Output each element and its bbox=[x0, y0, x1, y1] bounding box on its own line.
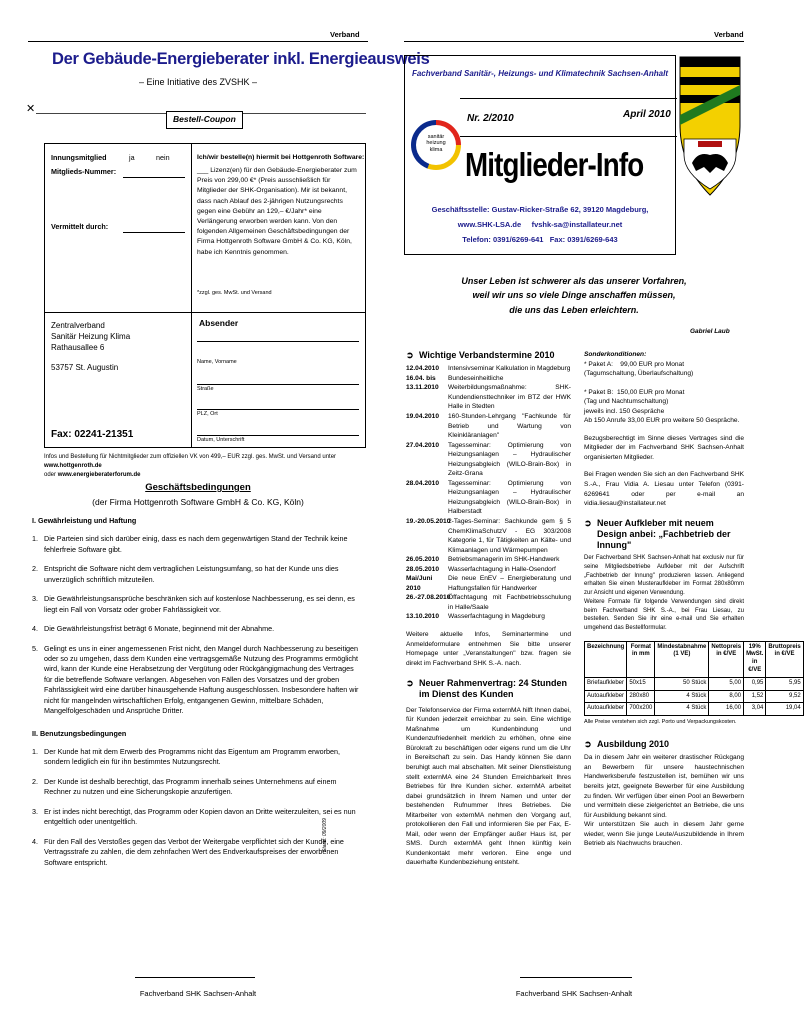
table-header: Nettopreis in €/VE bbox=[709, 641, 744, 677]
masthead bbox=[404, 55, 676, 255]
address-line: 53757 St. Augustin bbox=[51, 362, 119, 372]
member-label: Innungsmitglied bbox=[51, 153, 107, 162]
sec2-item-text: Er ist indes nicht berechtigt, das Programm oder Kopien davon an Dritte weiterzuleiten, sei es nun entgeltlich oder unentgeltlich. bbox=[44, 806, 356, 827]
event-row bbox=[406, 574, 571, 593]
coat-of-arms-icon bbox=[678, 55, 742, 197]
logo-text: heizung bbox=[426, 140, 446, 147]
event-row bbox=[406, 593, 571, 612]
table-cell: 19,04 bbox=[766, 703, 803, 716]
sec1-item: 1. Die Parteien sind sich darüber einig, dass es nach dem gegenwärtigen Stand der Technik keine fehlerfreie Software gibt. bbox=[32, 534, 364, 555]
event-date: 28.05.2010 bbox=[406, 565, 440, 573]
arrow-icon: ➲ bbox=[584, 739, 592, 750]
agb-body bbox=[32, 516, 364, 877]
coupon-label-text: Bestell-Coupon bbox=[173, 114, 236, 124]
sec2-item-text: Für den Fall des Verstoßes gegen das Verbot der Weitergabe verpflichtet sich der Kunde, eine Vertragsstrafe zu zahlen, die dem zehnfachen Wert des Endverkaufspreises der erworbenen Software entspricht. bbox=[44, 836, 344, 867]
event-date: 19.04.2010 bbox=[406, 412, 440, 420]
sec1-item: 3. Die Gewährleistungsansprüche beschränken sich auf kostenlose Nachbesserung, es sei denn, es liegt ein Fall von Vorsatz oder grober Fahrlässigkeit vor. bbox=[32, 594, 364, 615]
logo-text: klima bbox=[429, 146, 443, 153]
issue-number: Nr. 2/2010 bbox=[467, 113, 514, 124]
event-row bbox=[406, 441, 571, 479]
event-text: Bundeseinheitliche Weiterbildungsmaßnahme: SHK-Kundendiensttechniker im BTZ der HWK Halle in Stedten bbox=[448, 374, 571, 411]
event-row bbox=[406, 565, 571, 575]
sec1-item: 2. Entspricht die Software nicht dem vertraglichen Leistungsumfang, so hat der Kunde uns dies unverzüglich schriftlich mitzuteilen. bbox=[32, 564, 364, 585]
date-label: Datum, Unterschrift bbox=[197, 437, 245, 443]
address-line: Sanitär Heizung Klima bbox=[51, 332, 131, 342]
event-row bbox=[406, 364, 571, 374]
table-cell: Briefaufkleber bbox=[585, 677, 627, 690]
quote-author: Gabriel Laub bbox=[690, 328, 730, 335]
sec1-item-text: Die Parteien sind sich darüber einig, dass es nach dem gegenwärtigen Stand der Technik keine fehlerfreie Software gibt. bbox=[44, 534, 348, 554]
table-note: Alle Preise verstehen sich zzgl. Porto und Verpackungskosten. bbox=[584, 719, 737, 726]
table-cell: 50x15 bbox=[627, 677, 655, 690]
arrow-icon: ➲ bbox=[406, 350, 414, 360]
right-col-2 bbox=[584, 350, 801, 849]
event-text: 2-Tages-Seminar: Sachkunde gem § 5 ChemKlimaSchutzV - EG 303/2008 Kategorie 1, für Tätigkeiten an Kälte- und Klimaanlagen und Wärmepumpen bbox=[448, 518, 571, 554]
office-line: Geschäftsstelle: Gustav-Ricker-Straße 62, 39120 Magdeburg, bbox=[431, 205, 649, 214]
address-line bbox=[51, 354, 130, 362]
fax-number: Fax: 02241-21351 bbox=[51, 429, 134, 440]
form-divider bbox=[191, 144, 192, 448]
ausbildung-title-text: Ausbildung 2010 bbox=[597, 739, 670, 750]
table-cell: 8,00 bbox=[709, 690, 744, 703]
arrow-icon: ➲ bbox=[584, 517, 592, 528]
table-cell: 50 Stück bbox=[655, 677, 709, 690]
magazine-title: Mitglieder-Info bbox=[465, 146, 644, 183]
web-line[interactable]: www.SHK-LSA.de fvshk-sa@installateur.net bbox=[457, 220, 623, 229]
event-text: Die neue EnEV – Energieberatung und Haftungsfallen für Handwerker bbox=[448, 575, 571, 592]
event-text: Tagesseminar: Optimierung von Heizungsanlagen – Hydraulischer Heizungsabgleich (WILO-Brain-Box) in Zeitz-Grana bbox=[448, 441, 571, 478]
quote-line: weil wir uns so viele Dinge anschaffen müssen, bbox=[472, 290, 676, 301]
ausbildung-title bbox=[584, 739, 744, 750]
event-row bbox=[406, 479, 571, 517]
masthead-rule-2 bbox=[460, 136, 677, 137]
sec2-item-text: Der Kunde hat mit dem Erwerb des Programms nicht das Eigentum am Programm erworben, sondern lediglich ein für ihn bestimmtes Nutzungsrecht. bbox=[44, 747, 341, 767]
info-note-text: Infos und Bestellung für Nichtmitglieder zum offiziellen VK von 499,– EUR zzgl. ges. MwSt. und Versand unter bbox=[44, 454, 337, 460]
aufkleber-text-2: Weitere Formate für folgende Verwendungen sind direkt beim Fachverband SHK S.-A., bei Frau Liesau, zu bestellen. Senden Sie ihr eine e-mail und Sie erhalten umgehend das Bestellformular. bbox=[584, 598, 744, 631]
sec2-item: 1. Der Kunde hat mit dem Erwerb des Programms nicht das Eigentum am Programm erworben, sondern lediglich ein für ihn bestimmtes Nutzungsrecht. bbox=[32, 747, 364, 768]
table-row bbox=[585, 690, 804, 703]
sonder-line: (Tagumschaltung, Überlaufschaltung) bbox=[584, 370, 694, 378]
event-text: Wasserfachtagung in Magdeburg bbox=[448, 613, 545, 621]
left-footer-rule bbox=[135, 977, 255, 978]
table-header: Bezeichnung bbox=[585, 641, 627, 677]
sec1-item-text: Entspricht die Software nicht dem vertraglichen Leistungsumfang, so hat der Kunde uns dies unverzüglich schriftlich mitzuteilen. bbox=[44, 564, 339, 584]
shk-logo-inner bbox=[416, 125, 456, 165]
event-date: 12.04.2010 bbox=[406, 365, 440, 373]
side-note: Stand: 09/2009 bbox=[322, 818, 328, 852]
sec1-title: I. Gewährleistung und Haftung bbox=[32, 516, 137, 525]
sonder-line: * Paket A: 99,00 EUR pro Monat bbox=[584, 360, 685, 368]
sec1-item-text: Gelingt es uns in einer angemessenen Frist nicht, den Mangel durch Nachbesserung zu beseitigen oder so zu umgehen, dass dem Kunden eine vertragsgemäße Nutzung des Programms ermöglicht wird, kann der Kunde eine Herabsetzung der Vergütung oder Rückgängigmachung des Vertrages für die betreffende Software verlangen. Abgesehen von Fällen des Vorsatzes und der groben Fahrlässigkeit wird eine darüber hinausgehende Haftung ausgeschlossen. Insbesondere haften wir nicht für mangelnden wirtschaftlichen Erfolg, entgangenen Gewinn, mittelbare Schäden, Mangelfolgeschäden und Ansprüche Dritter. bbox=[44, 643, 359, 716]
sender-underline bbox=[197, 341, 359, 342]
dates-title-text: Wichtige Verbandstermine 2010 bbox=[419, 350, 555, 360]
sec1-item-text: Die Gewährleistungsansprüche beschränken sich auf kostenlose Nachbesserung, es sei denn, es liegt ein Fall von Vorsatz oder grober Fahrlässigkeit vor. bbox=[44, 594, 355, 614]
sec1-item: 4. Die Gewährleistungsfrist beträgt 6 Monate, beginnend mit der Abnahme. bbox=[32, 624, 275, 634]
rahmen-text: Der Telefonservice der Firma externMA hilft Ihnen dabei, für Kunden jederzeit erreichbar zu sein. Eine wichtige Maßnahme um Kundenbindung und Kundenzufriedenheit merklich zu erhöhen, ohne eine Bürokraft zu beschäftigen oder eigens rund um die Uhr in Bereitschaft zu sein. Das Handy können Sie dann beruhigt auch mal abschalten. Mit seiner Dienstleistung stellt externMA eine 24 Stunden Erreichbarkeit Ihres Betriebes für Ihre Kunden sicher. externMA arbeitet dabei grundsätzlich in Ihrem Namen und unter der bestehenden Rufnummer Ihres Betriebes. Die Mitarbeiter von externMA nehmen den Vorgang auf, protokollieren den Fall und informieren Sie per Fax, E-Mail, oder wenn der Empfänger außer Haus ist, per SMS. Durch externMA geht Ihnen künftig kein Kundenkontakt mehr verloren. Eine enge und dauerhafte Kundenbeziehung entsteht. bbox=[406, 706, 571, 867]
event-date: 26.05.2010 bbox=[406, 556, 440, 564]
table-header-row bbox=[585, 641, 804, 677]
masthead-rule-1 bbox=[460, 98, 677, 99]
quote-line: die uns das Leben erleichtern. bbox=[509, 304, 639, 315]
sec2-item-text: Der Kunde ist deshalb berechtigt, das Programm innerhalb seines Unternehmens auf einem Rechner zu nutzen und eine Sicherungskopie anzufertigen. bbox=[44, 776, 337, 797]
sonder-line bbox=[584, 379, 744, 388]
sender-label: Absender bbox=[199, 318, 239, 328]
agb-title: Geschäftsbedingungen bbox=[145, 482, 251, 493]
city-label: PLZ, Ort bbox=[197, 411, 218, 417]
left-footer: Fachverband SHK Sachsen-Anhalt bbox=[139, 989, 257, 998]
events-note: Weitere aktuelle Infos, Seminartermine und Anmeldeformulare entnehmen Sie bitte unserer Homepage unter „Veranstaltungen" bzw. fragen sie direkt im Fachverband SHK S.-A. nach. bbox=[406, 631, 571, 667]
sec1-item-text: Die Gewährleistungsfrist beträgt 6 Monate, beginnend mit der Abnahme. bbox=[44, 624, 275, 634]
shk-logo bbox=[411, 120, 461, 170]
event-date: 27.04.2010 bbox=[406, 441, 440, 449]
address-line: Zentralverband bbox=[51, 321, 105, 330]
events-list bbox=[406, 364, 571, 622]
quote-line: Unser Leben ist schwerer als das unserer Vorfahren, bbox=[461, 276, 687, 286]
sonder-line: * Paket B: 150,00 EUR pro Monat bbox=[584, 388, 685, 396]
event-row bbox=[406, 517, 571, 555]
event-row bbox=[406, 555, 571, 565]
name-label: Name, Vorname bbox=[197, 359, 237, 365]
table-header: Mindestabnahme (1 VE) bbox=[655, 641, 709, 677]
right-col-1 bbox=[406, 350, 571, 868]
mediator-label: Vermittelt durch: bbox=[51, 222, 109, 231]
table-cell: Autoaufkleber bbox=[585, 690, 627, 703]
left-header: Verband bbox=[330, 30, 360, 39]
event-date: Mai/Juni 2010 bbox=[406, 575, 433, 592]
info-note-text-2: oder bbox=[44, 472, 58, 478]
energieberaterforum-link[interactable]: www.energieberaterforum.de bbox=[57, 472, 141, 478]
table-cell: 3,04 bbox=[744, 703, 766, 716]
member-no-field[interactable] bbox=[123, 177, 185, 178]
rahmen-title-text: Neuer Rahmenvertrag: 24 Stunden im Dienst des Kunden bbox=[419, 678, 568, 700]
hottgenroth-link[interactable]: www.hottgenroth.de bbox=[44, 463, 102, 469]
left-header-rule bbox=[28, 41, 368, 42]
rahmen-title bbox=[406, 678, 571, 701]
street-line[interactable] bbox=[197, 384, 359, 385]
issue-date: April 2010 bbox=[623, 109, 671, 120]
left-title: Der Gebäude-Energieberater inkl. Energieausweis bbox=[52, 50, 430, 68]
event-row bbox=[406, 612, 571, 622]
quote bbox=[404, 274, 744, 317]
member-no[interactable]: nein bbox=[156, 153, 170, 162]
street-label: Straße bbox=[197, 386, 214, 392]
sonder-title: Sonderkonditionen: bbox=[584, 351, 647, 358]
sonder-line: Ab 150 Anrufe 33,00 EUR pro weitere 50 Gespräche. bbox=[584, 417, 740, 425]
sonder-contact: Bei Fragen wenden Sie sich an den Fachverband SHK S.-A., Frau Vidia A. Liesau unter Telefon (0391-6269641 oder per e-mail an vidia.liesau@installateur.net bbox=[584, 471, 744, 508]
event-text: 160-Stunden-Lehrgang "Fachkunde für Betrieb und Wartung von Kleinkläranlagen" bbox=[448, 412, 571, 440]
table-header: Format in mm bbox=[627, 641, 655, 677]
event-text: Öffachtagung mit Fachbetriebsschulung in Halle/Saale bbox=[448, 594, 571, 611]
aufkleber-text-1: Der Fachverband SHK Sachsen-Anhalt hat exclusiv nur für seine Mitgliedsbetriebe Aufkleber mit der Aufschrift „Fachbetrieb der Innung" produzieren lassen. Anliegend erhalten Sie einen Musteraufkleber im Format 280x80mm zur Ansicht und eigenen Verwendung. bbox=[584, 555, 744, 597]
right-header: Verband bbox=[714, 30, 744, 39]
table-row bbox=[585, 703, 804, 716]
sec1-item: 5. Gelingt es uns in einer angemessenen Frist nicht, den Mangel durch Nachbesserung zu beseitigen oder so zu umgehen, dass dem Kunden eine vertragsgemäße Nutzung des Programms ermöglicht wird, kann der Kunde eine Herabsetzung der Vergütung oder Rückgängigmachung des Vertrages für die betreffende Software verlangen. Abgesehen von Fällen des Vorsatzes und der groben Fahrlässigkeit wird eine darüber hinausgehende Haftung ausgeschlossen. Insbesondere haften wir nicht für mangelnden wirtschaftlichen Erfolg, entgangenen Gewinn, mittelbare Schäden, Mangelfolgeschäden und Ansprüche Dritter. bbox=[32, 644, 364, 717]
table-row bbox=[585, 677, 804, 690]
table-header: Bruttopreis in €/VE bbox=[766, 641, 803, 677]
coat-of-arms-svg bbox=[678, 55, 742, 197]
city-line[interactable] bbox=[197, 409, 359, 410]
recipient-address bbox=[51, 320, 130, 373]
sonder-note: Bezugsberechtigt im Sinne dieses Vertrages sind die Mitglieder der im Fachverband SHK Sachsen-Anhalt organisierten Mitglieder. bbox=[584, 434, 744, 461]
date-line[interactable] bbox=[197, 435, 359, 436]
right-header-rule bbox=[404, 41, 744, 42]
aufkleber-title bbox=[584, 518, 744, 552]
dates-title bbox=[406, 350, 571, 361]
table-cell: 5,95 bbox=[766, 677, 803, 690]
left-subtitle: – Eine Initiative des ZVSHK – bbox=[138, 77, 258, 87]
right-footer-rule bbox=[520, 977, 632, 978]
order-footnote: *zzgl. ges. MwSt. und Versand bbox=[197, 290, 272, 296]
event-row bbox=[406, 412, 571, 441]
phone-line: Telefon: 0391/6269-641 Fax: 0391/6269-643 bbox=[462, 235, 618, 244]
table-cell: 1,52 bbox=[744, 690, 766, 703]
ausbildung-text-1: Da in diesem Jahr ein weiterer drastischer Rückgang an Bewerbern für unsere haustechnischen Handwerksberufe festzustellen ist, bemühen wir uns bereits jetzt, geeignete Bewerber für eine Ausbildung zu finden. Wir verfügen über einen Pool an Bewerbern und vermitteln diese zielgerichtet an Betriebe, die uns für Ausbildung bekannt sind. bbox=[584, 754, 744, 819]
ausbildung-text-2: Wir unterstützen Sie auch in diesem Jahr gerne wieder, wenn Sie junge Leute/Auszubildende in Ihrem Betrieb als Nachwuchs brauchen. bbox=[584, 821, 744, 848]
member-no-label: Mitglieds-Nummer: bbox=[51, 167, 117, 176]
event-date: 26.-27.08.2010 bbox=[406, 594, 451, 602]
logo-text: sanitär bbox=[427, 134, 445, 140]
event-text: Betriebsmanagerin im SHK-Handwerk bbox=[448, 556, 560, 564]
form-hline bbox=[45, 312, 365, 313]
price-table bbox=[584, 641, 804, 717]
order-heading: Ich/wir bestelle(n) hiermit bei Hottgenroth Software: bbox=[197, 154, 365, 161]
aufkleber-title-text: Neuer Aufkleber mit neuem Design anbei: „Fachbetrieb der Innung" bbox=[597, 517, 731, 551]
info-note bbox=[44, 453, 366, 480]
table-cell: 4 Stück bbox=[655, 703, 709, 716]
sonder-line: (Tag und Nachtumschaltung) bbox=[584, 398, 669, 406]
event-date: 13.10.2010 bbox=[406, 613, 440, 621]
table-cell: 280x80 bbox=[627, 690, 655, 703]
table-header: 19% MwSt. in €/VE bbox=[744, 641, 766, 677]
scissors-icon: ✕ bbox=[26, 103, 36, 115]
association-name: Fachverband Sanitär-, Heizungs- und Klimatechnik Sachsen-Anhalt bbox=[411, 69, 669, 78]
table-cell: 9,52 bbox=[766, 690, 803, 703]
coupon-label bbox=[166, 111, 243, 129]
table-cell: 0,95 bbox=[744, 677, 766, 690]
table-cell: 700x200 bbox=[627, 703, 655, 716]
event-text: Tagesseminar: Optimierung von Heizungsanlagen – Hydraulischer Heizungsabgleich (WILO-Brain-Box) in Halberstadt bbox=[448, 479, 571, 516]
sonder-line: jeweils incl. 150 Gespräche bbox=[584, 407, 665, 415]
table-cell: 4 Stück bbox=[655, 690, 709, 703]
event-text: Wasserfachtagung in Halle-Osendorf bbox=[448, 565, 556, 573]
right-footer: Fachverband SHK Sachsen-Anhalt bbox=[515, 989, 633, 998]
sec2-item: 2. Der Kunde ist deshalb berechtigt, das Programm innerhalb seines Unternehmens auf einem Rechner zu nutzen und eine Sicherungskopie anzufertigen. bbox=[32, 777, 364, 798]
table-cell: Autoaufkleber bbox=[585, 703, 627, 716]
event-row bbox=[406, 374, 571, 412]
event-text: Intensivseminar Kalkulation in Magdeburg bbox=[448, 365, 571, 373]
order-text[interactable]: ___ Lizenz(en) für den Gebäude-Energieberater zum Preis von 299,00 €* (Preis ausschließlich für Mitglieder der SHK-Organisation). Mir ist bekannt, dass nach Ablauf des 2-jährigen Nutzungsrechts gegen eine Gebühr an 129,– €/Jahr* eine Verlängerung erworben werden kann. Von den folgenden Allgemeinen Geschäftsbedingungen der Firma Hottgenroth Software GmbH & Co. KG, Köln, habe ich Kenntnis genommen. bbox=[197, 167, 357, 256]
sec2-title: II. Benutzungsbedingungen bbox=[32, 728, 127, 738]
address-line: Rathausallee 6 bbox=[51, 343, 105, 353]
table-cell: 5,00 bbox=[709, 677, 744, 690]
table-cell: 16,00 bbox=[709, 703, 744, 716]
agb-subtitle: (der Firma Hottgenroth Software GmbH & Co. KG, Köln) bbox=[92, 497, 304, 507]
sec2-item: 3. Er ist indes nicht berechtigt, das Programm oder Kopien davon an Dritte weiterzuleiten, sei es nun entgeltlich oder unentgeltlich. bbox=[32, 807, 364, 828]
arrow-icon: ➲ bbox=[406, 678, 414, 689]
event-date: 19.-20.05.2010 bbox=[406, 518, 451, 525]
mediator-field[interactable] bbox=[123, 232, 185, 233]
event-date: 28.04.2010 bbox=[406, 479, 440, 487]
sec2-item: 4. Für den Fall des Verstoßes gegen das Verbot der Weitergabe verpflichtet sich der Kunde, eine Vertragsstrafe zu zahlen, die dem zehnfachen Wert des Endverkaufspreises der erworbenen Software entspricht. bbox=[32, 837, 364, 868]
member-yes[interactable]: ja bbox=[129, 153, 135, 162]
coupon-form bbox=[44, 143, 366, 448]
event-date: 16.04. bis 13.11.2010 bbox=[406, 374, 439, 392]
